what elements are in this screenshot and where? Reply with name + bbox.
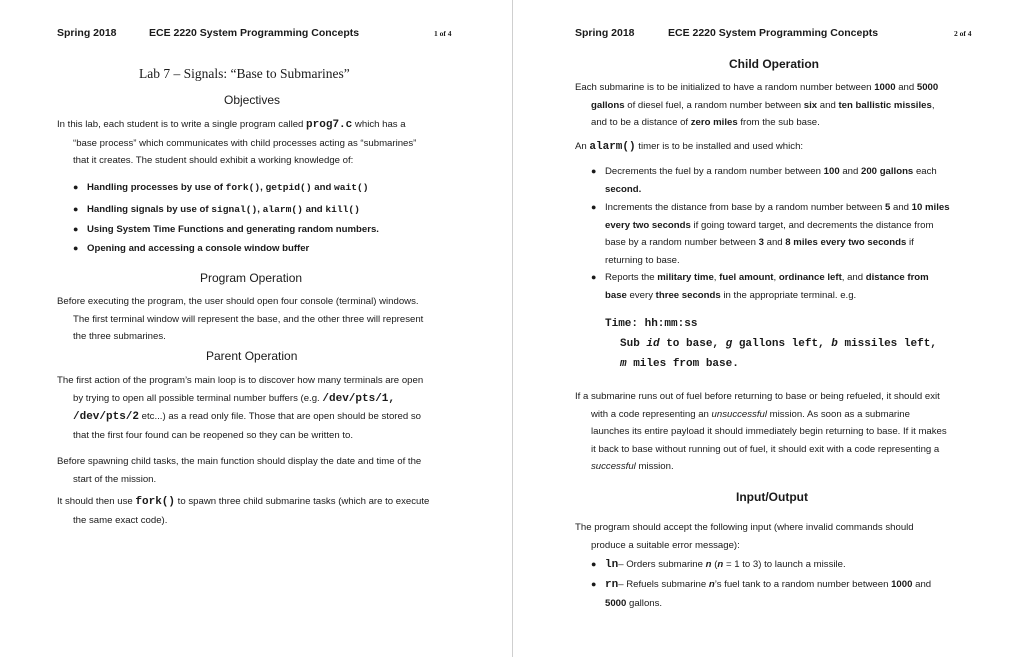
parent-operation-paragraph: The first action of the program’s main loop is to discover how many terminals are open by trying to open all possible terminal number buffers (e.g. /dev/pts/1, /dev/pts/2 etc...) as a read only file. Those that are open should be stored so that the first four found can be reopened so they can be written to. [57,375,424,441]
input-output-heading: Input/Output [736,490,808,504]
header-course: ECE 2220 System Programming Concepts [149,27,360,39]
fork-paragraph: It should then use fork() to spawn three child submarine tasks (which are to execute the same exact code). [57,496,430,526]
child-operation-paragraph: Each submarine is to be initialized to have a random number between 1000 and 5000 gallons of diesel fuel, a random number between six and ten ballistic missiles, and to be a distance of zero miles from the sub base. [575,82,939,128]
header-term: Spring 2018 [57,27,117,39]
document-page-2 [514,0,1024,657]
parent-operation-heading: Parent Operation [206,349,298,363]
objective-bullet: ● Handling processes by use of fork(), getpid() and wait() [73,182,369,193]
objective-bullet: ● Using System Time Functions and generating random numbers. [73,224,379,235]
io-bullet: ● rn– Refuels submarine n’s fuel tank to a random number between 1000 and 5000 gallons. [591,579,932,609]
objectives-heading: Objectives [224,93,281,107]
io-bullet: ● ln– Orders submarine n (n = 1 to 3) to launch a missile. [591,559,846,571]
header-page-number: 1 of 4 [434,29,452,38]
alarm-bullet: ● Decrements the fuel by a random number between 100 and 200 gallons each second. [591,166,937,195]
alarm-bullet: ● Increments the distance from base by a random number between 5 and 10 miles every two seconds if going toward target, and decrements the distance from base by a random number between 3 and 8 miles every two seconds if returning to base. [591,202,950,266]
child-operation-heading: Child Operation [729,57,819,71]
input-output-paragraph: The program should accept the following input (where invalid commands should produce a suitable error message): [575,522,914,551]
program-operation-paragraph: Before executing the program, the user should open four console (terminal) windows. The first terminal window will represent the base, and the other three will represent the three submarines. [57,296,424,342]
program-operation-heading: Program Operation [200,271,303,285]
page-divider [512,0,513,657]
inline-code: prog7.c [306,119,353,131]
intro-paragraph: In this lab, each student is to write a single program called prog7.c which has a “base process” which communicates with child processes acting as “submarines” that it creates. The student should exhibit a working knowledge of: [57,119,417,166]
header-page-number: 2 of 4 [954,29,972,38]
spawn-paragraph: Before spawning child tasks, the main function should display the date and time of the start of the mission. [57,456,422,485]
header-course: ECE 2220 System Programming Concepts [668,27,879,39]
alarm-bullet: ● Reports the military time, fuel amount, ordinance left, and distance from base every three seconds in the appropriate terminal. e.g. [591,272,929,301]
lab-title: Lab 7 – Signals: “Base to Submarines” [139,66,350,81]
alarm-intro: An alarm() timer is to be installed and used which: [575,141,804,153]
code-example-line: Time: hh:mm:ss [605,318,698,330]
code-example-line: m miles from base. [620,358,739,370]
fuel-paragraph: If a submarine runs out of fuel before returning to base or being refueled, it should exit with a code representing an unsuccessful mission. As soon as a submarine launches its entire payload it should immediately begin returning to base. If it makes it back to base without running out of fuel, it should exit with a code representing a successful mission. [575,391,947,472]
objective-bullet: ● Opening and accessing a console window buffer [73,243,310,254]
objective-bullet: ● Handling signals by use of signal(), alarm() and kill() [73,204,360,215]
code-example-line: Sub id to base, g gallons left, b missiles left, [620,338,937,350]
header-term: Spring 2018 [575,27,635,39]
